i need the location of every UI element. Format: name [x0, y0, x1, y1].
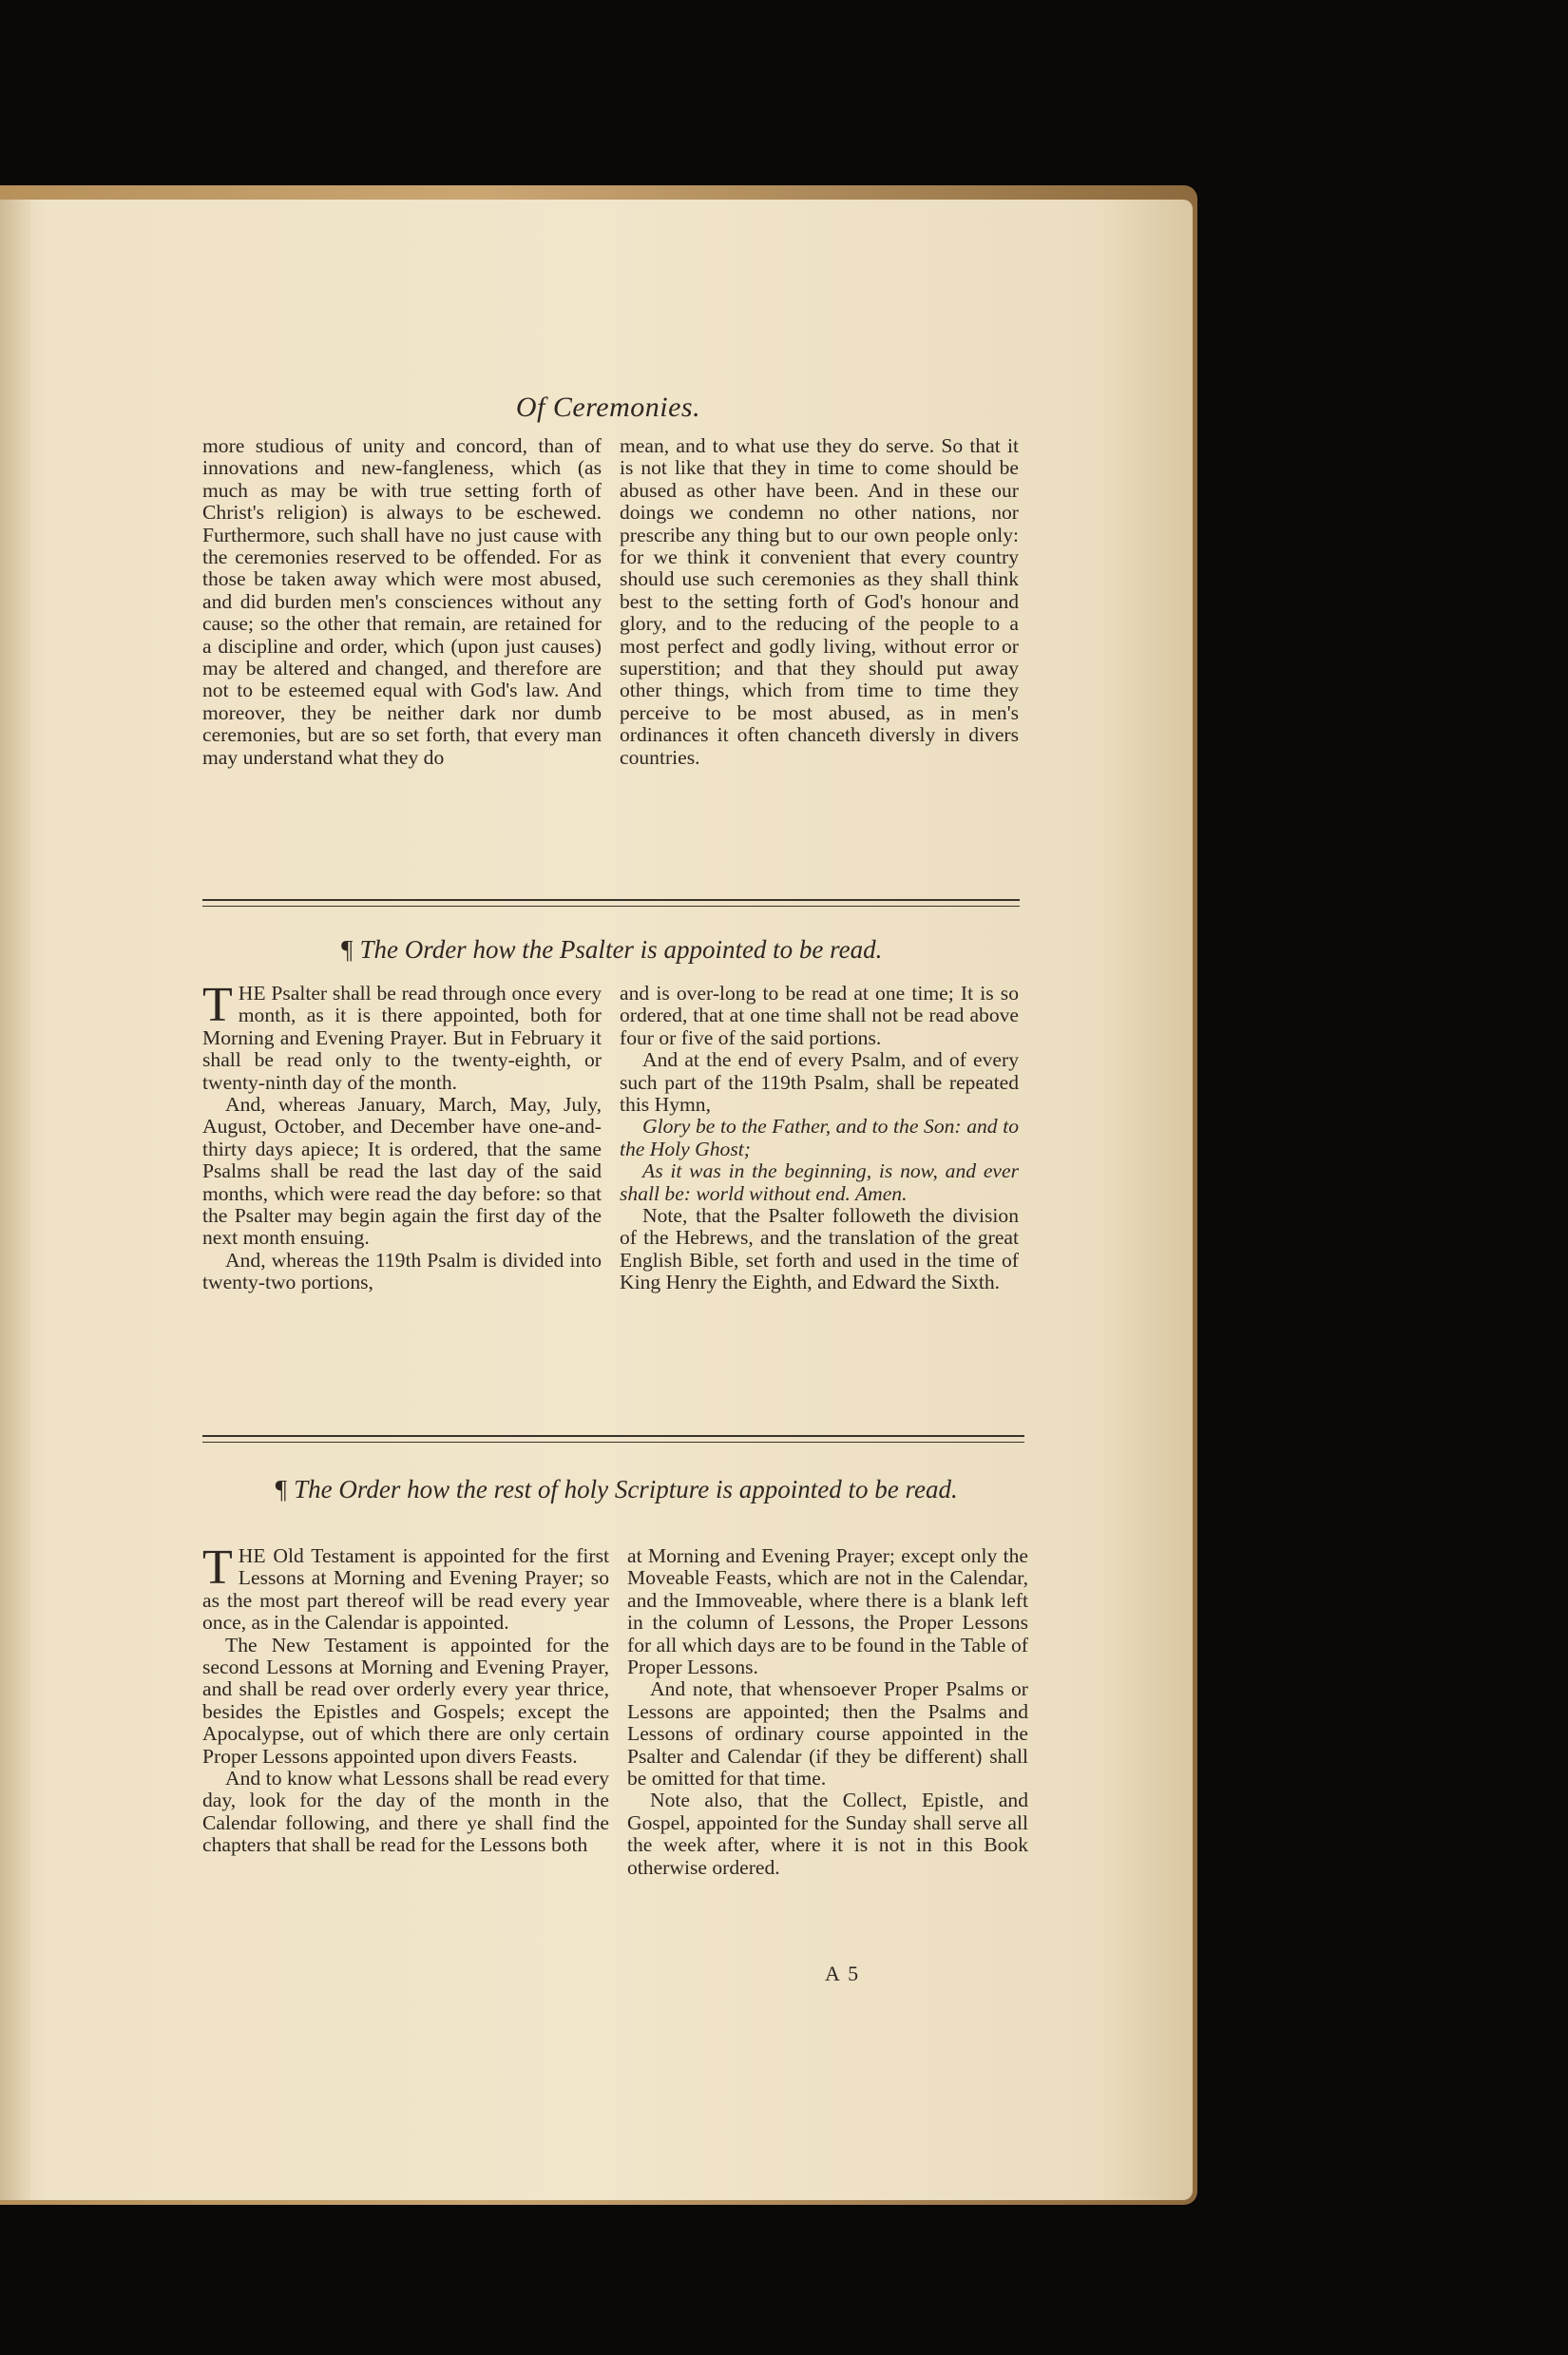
scripture-title: ¶ The Order how the rest of holy Scripture is appointed to be read. [274, 1475, 958, 1503]
scripture-right-column [627, 1545, 1028, 1879]
section-rule [202, 1435, 1024, 1437]
psalter-paragraph: And, whereas the 119th Psalm is divided into twenty-two portions, [202, 1248, 602, 1294]
scripture-paragraph: And to know what Lessons shall be read every day, look for the day of the month in the Calendar following, and there ye shall find the chapters that shall be read for the Lessons both [202, 1767, 609, 1857]
signature-mark: A 5 [825, 1962, 861, 1985]
hymn-verse: As it was in the beginning, is now, and ever shall be: world without end. Amen. [620, 1159, 1019, 1205]
section-rule-thin [202, 1442, 1024, 1443]
psalter-left-column [202, 978, 602, 1294]
psalter-paragraph: And at the end of every Psalm, and of every such part of the 119th Psalm, shall be repeated this Hymn, [620, 1048, 1019, 1117]
scripture-paragraph: THE Old Testament is appointed for the first Lessons at Morning and Evening Prayer; so as the most part thereof will be read every year once, as in the Calendar is appointed. [202, 1541, 609, 1635]
drop-cap: T [202, 978, 233, 1032]
psalter-paragraph: THE Psalter shall be read through once every month, as it is there appointed, both for Morning and Evening Prayer. But in February it shall be read only to the twenty-eighth, or twenty-ninth day of the month. [202, 978, 602, 1094]
section-rule [202, 899, 1020, 901]
section-rule-thin [202, 906, 1020, 907]
ceremonies-left-column [202, 435, 602, 769]
psalter-paragraph: And, whereas January, March, May, July, August, October, and December have one-and-thirty days apiece; It is ordered, that the same Psalms shall be read the last day of the said months, which were read the day before: so that the Psalter may begin again the first day of the next month ensuing. [202, 1093, 602, 1250]
hymn-verse: Glory be to the Father, and to the Son: and to the Holy Ghost; [620, 1115, 1019, 1160]
scripture-left-column [202, 1541, 609, 1857]
running-head: Of Ceremonies. [515, 392, 701, 423]
psalter-paragraph: Note, that the Psalter followeth the division of the Hebrews, and the translation of the great English Bible, set forth and used in the time of King Henry the Eighth, and Edward the Sixth. [620, 1204, 1019, 1294]
psalter-paragraph: and is over-long to be read at one time; It is so ordered, that at one time shall not be read above four or five of the said portions. [620, 982, 1019, 1049]
ceremonies-left-text: more studious of unity and concord, than of innovations and new-fangleness, which (as much as may be with true setting forth of Christ's religion) is always to be eschewed. Furthermore, such shall have no just cause with the ceremonies reserved to be offended. For as those be taken away which were most abused, and did burden men's consciences without any cause; so the other that remain, are retained for a discipline and order, which (upon just causes) may be altered and changed, and therefore are not to be esteemed equal with God's law. And moreover, they be neither dark nor dumb ceremonies, but are so set forth, that every man may understand what they do [202, 434, 602, 769]
drop-cap: T [202, 1541, 233, 1595]
scripture-paragraph: The New Testament is appointed for the second Lessons at Morning and Evening Prayer, and shall be read over orderly every year thrice, besides the Epistles and Gospels; except the Apocalypse, out of which there are only certain Proper Lessons appointed upon divers Feasts. [202, 1633, 609, 1768]
psalter-title: ¶ The Order how the Psalter is appointed to be read. [339, 935, 883, 964]
scripture-paragraph: at Morning and Evening Prayer; except only the Moveable Feasts, which are not in the Calendar, and the Immoveable, where there is a blank left in the column of Lessons, the Proper Lessons for all which days are to be found in the Table of Proper Lessons. [627, 1544, 1028, 1679]
ceremonies-right-column [620, 435, 1019, 769]
previous-page-edge [0, 200, 30, 2200]
scripture-paragraph: Note also, that the Collect, Epistle, and Gospel, appointed for the Sunday shall serve all the week after, where it is not in this Book otherwise ordered. [627, 1789, 1028, 1879]
ceremonies-right-text: mean, and to what use they do serve. So that it is not like that they in time to come should be abused as other have been. And in these our doings we condemn no other nations, nor prescribe any thing but to our own people only: for we think it convenient that every country should use such ceremonies as they shall think best to the setting forth of God's honour and glory, and to the reducing of the people to a most perfect and godly living, without error or superstition; and that they should put away other things, which from time to time they perceive to be most abused, as in men's ordinances it often chanceth diversly in divers countries. [620, 434, 1019, 769]
scripture-paragraph: And note, that whensoever Proper Psalms or Lessons are appointed; then the Psalms and Lessons of ordinary course appointed in the Psalter and Calendar (if they be different) shall be omitted for that time. [627, 1677, 1028, 1790]
psalter-right-column [620, 983, 1019, 1294]
